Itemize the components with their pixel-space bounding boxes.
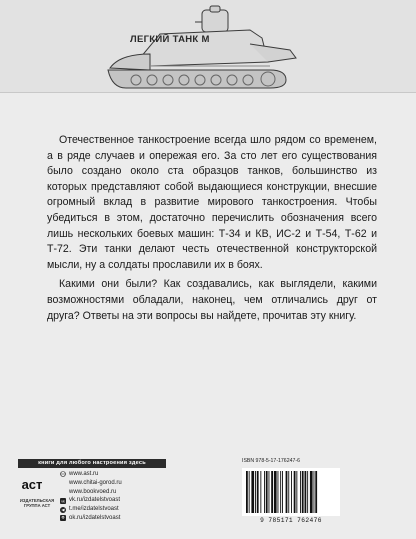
barcode-bar bbox=[251, 471, 254, 513]
vk-icon bbox=[60, 498, 66, 504]
svg-text:аст: аст bbox=[21, 477, 43, 492]
barcode-bar bbox=[269, 471, 270, 513]
barcode-bar bbox=[260, 471, 261, 513]
telegram-icon bbox=[60, 507, 66, 513]
barcode-bar bbox=[278, 471, 279, 513]
barcode-bar bbox=[288, 471, 289, 513]
barcode-bar bbox=[291, 471, 292, 513]
illustration-caption: ЛЕГКИЙ ТАНК М bbox=[130, 34, 210, 45]
barcode-bar bbox=[264, 471, 265, 513]
isbn-number: ISBN 978-5-17-176247-6 bbox=[242, 458, 300, 464]
barcode-bar bbox=[282, 471, 283, 513]
barcode-bar bbox=[274, 471, 277, 513]
svg-text:vk: vk bbox=[61, 499, 65, 504]
barcode-bar bbox=[249, 471, 250, 513]
publisher-name: ИЗДАТЕЛЬСКАЯ ГРУППА АСТ bbox=[19, 498, 55, 508]
link-row[interactable] bbox=[60, 496, 122, 505]
link-text[interactable]: ok.ru/izdatelstvoast bbox=[69, 514, 121, 521]
barcode-bar bbox=[271, 471, 273, 513]
barcode-bar bbox=[315, 471, 317, 513]
spacer bbox=[60, 480, 66, 486]
barcode-bar bbox=[246, 471, 248, 513]
link-row[interactable] bbox=[60, 470, 122, 479]
globe-icon bbox=[60, 471, 66, 477]
barcode-bar bbox=[286, 471, 288, 513]
link-text[interactable]: www.chitai-gorod.ru bbox=[69, 479, 122, 486]
barcode-bar bbox=[300, 471, 301, 513]
barcode-bar bbox=[257, 471, 259, 513]
barcode-bar bbox=[307, 471, 308, 513]
barcode-bar bbox=[255, 471, 256, 513]
link-text[interactable]: vk.ru/izdatelstvoast bbox=[69, 497, 121, 504]
barcode bbox=[242, 468, 340, 516]
link-row[interactable] bbox=[60, 479, 122, 488]
ok-icon bbox=[60, 515, 66, 521]
barcode-bar bbox=[280, 471, 281, 513]
spacer bbox=[60, 489, 66, 495]
blurb-paragraph-1: Отечественное танкостроение всегда шло рядом со временем, а в ряде случаев и опережая его. За сто лет его существования было создано около ста образцов танков, большинство из которых представляют собой выдающиеся конструкции, внесшие огромный вклад в развитие мирового танкостроения. Чтобы убедиться в этом, достаточно перечислить обозначения всего лишь нескольких боевых машин: Т-34 и КВ, ИС-2 и Т-54, Т-62 и Т-72. Эти танки делают честь отечественной конструкторской мысли, ну а солдаты прославили их в боях. bbox=[47, 134, 377, 271]
barcode-bar bbox=[294, 471, 296, 513]
barcode-bar bbox=[305, 471, 307, 513]
blurb-text bbox=[47, 133, 377, 328]
barcode-digits: 9 785171 762476 bbox=[260, 517, 322, 524]
link-row[interactable] bbox=[60, 514, 122, 523]
publisher-links bbox=[60, 470, 122, 523]
link-row[interactable] bbox=[60, 505, 122, 514]
barcode-bar bbox=[296, 471, 297, 513]
tank-illustration bbox=[90, 4, 330, 90]
barcode-bar bbox=[302, 471, 304, 513]
link-text[interactable]: www.ast.ru bbox=[69, 471, 99, 477]
barcode-bar bbox=[314, 471, 315, 513]
blurb-paragraph-2: Какими они были? Как создавались, как выглядели, какими возможностями обладали, наконец, чем отличались друг от друга? Ответы на эти вопросы вы найдете, прочитав эту книгу. bbox=[47, 278, 377, 322]
barcode-bar bbox=[266, 471, 268, 513]
link-text[interactable]: www.bookvoed.ru bbox=[69, 488, 117, 495]
ast-logo-icon bbox=[18, 472, 46, 496]
link-row[interactable] bbox=[60, 488, 122, 497]
series-slogan-strip: книги для любого настроения здесь bbox=[18, 459, 166, 468]
barcode-bar bbox=[310, 471, 313, 513]
link-text[interactable]: t.me/izdatelstvoast bbox=[69, 506, 119, 513]
